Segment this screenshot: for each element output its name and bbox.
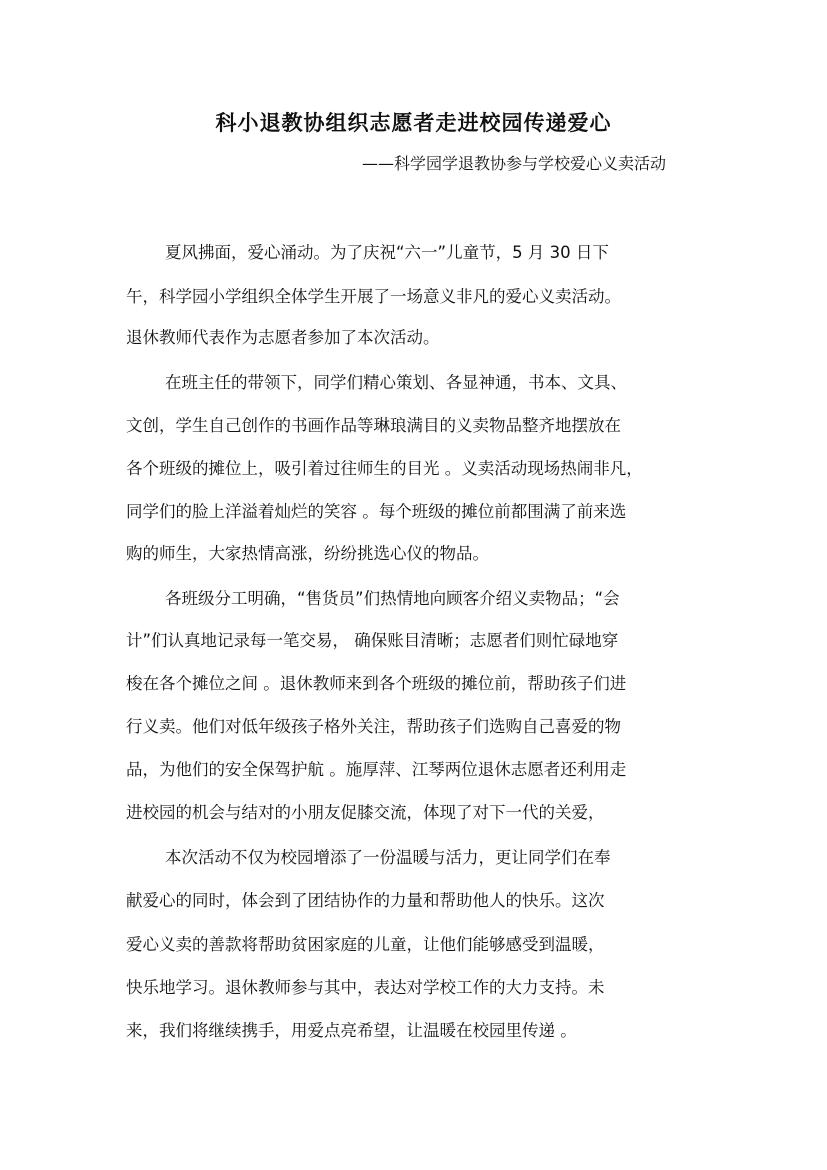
paragraph-4-line-5: 来，我们将继续携手，用爱点亮希望，让温暖在校园里传递 。: [126, 1021, 577, 1040]
paragraph-1-line-2: 午，科学园小学组织全体学生开展了一场意义非凡的爱心义卖活动。: [126, 287, 621, 306]
paragraph-1-line-1: 夏风拂面，爱心涌动。为了庆祝“六一”儿童节，5 月 30 日下: [165, 243, 609, 262]
paragraph-3-line-6: 进校园的机会与结对的小朋友促膝交流，体现了对下一代的关爱，: [126, 803, 605, 822]
paragraph-3-line-1: 各班级分工明确，“售货员”们热情地向顾客介绍义卖物品；“会: [165, 589, 620, 608]
paragraph-3-line-5: 品，为他们的安全保驾护航 。施厚萍、江琴两位退休志愿者还利用走: [126, 760, 627, 779]
paragraph-3-line-4: 行义卖。他们对低年级孩子格外关注，帮助孩子们选购自己喜爱的物: [126, 717, 621, 736]
paragraph-4-line-1: 本次活动不仅为校园增添了一份温暖与活力，更让同学们在奉: [165, 848, 611, 867]
paragraph-2-line-1: 在班主任的带领下，同学们精心策划、各显神通，书本、文具、: [165, 373, 627, 392]
paragraph-3-line-2: 计”们认真地记录每一笔交易， 确保账目清晰；志愿者们则忙碌地穿: [126, 631, 619, 650]
paragraph-4-line-4: 快乐地学习。退休教师参与其中，表达对学校工作的大力支持。未: [126, 978, 605, 997]
paragraph-2-line-2: 文创，学生自己创作的书画作品等琳琅满目的义卖物品整齐地摆放在: [126, 416, 621, 435]
paragraph-1-line-3: 退休教师代表作为志愿者参加了本次活动。: [126, 328, 440, 347]
paragraph-2-line-3: 各个班级的摊位上，吸引着过往师生的目光 。义卖活动现场热闹非凡，: [126, 459, 643, 478]
paragraph-2-line-5: 购的师生，大家热情高涨，纷纷挑选心仪的物品。: [126, 544, 489, 563]
document-title: 科小退教协组织志愿者走进校园传递爱心: [215, 111, 612, 135]
paragraph-4-line-3: 爱心义卖的善款将帮助贫困家庭的儿童，让他们能够感受到温暖，: [126, 935, 605, 954]
paragraph-4-line-2: 献爱心的同时，体会到了团结协作的力量和帮助他人的快乐。这次: [126, 891, 605, 910]
paragraph-3-line-3: 梭在各个摊位之间 。退休教师来到各个班级的摊位前，帮助孩子们进: [126, 674, 627, 693]
paragraph-2-line-4: 同学们的脸上洋溢着灿烂的笑容 。每个班级的摊位前都围满了前来选: [126, 502, 627, 521]
document-subtitle: ——科学园学退教协参与学校爱心义卖活动: [362, 154, 667, 173]
